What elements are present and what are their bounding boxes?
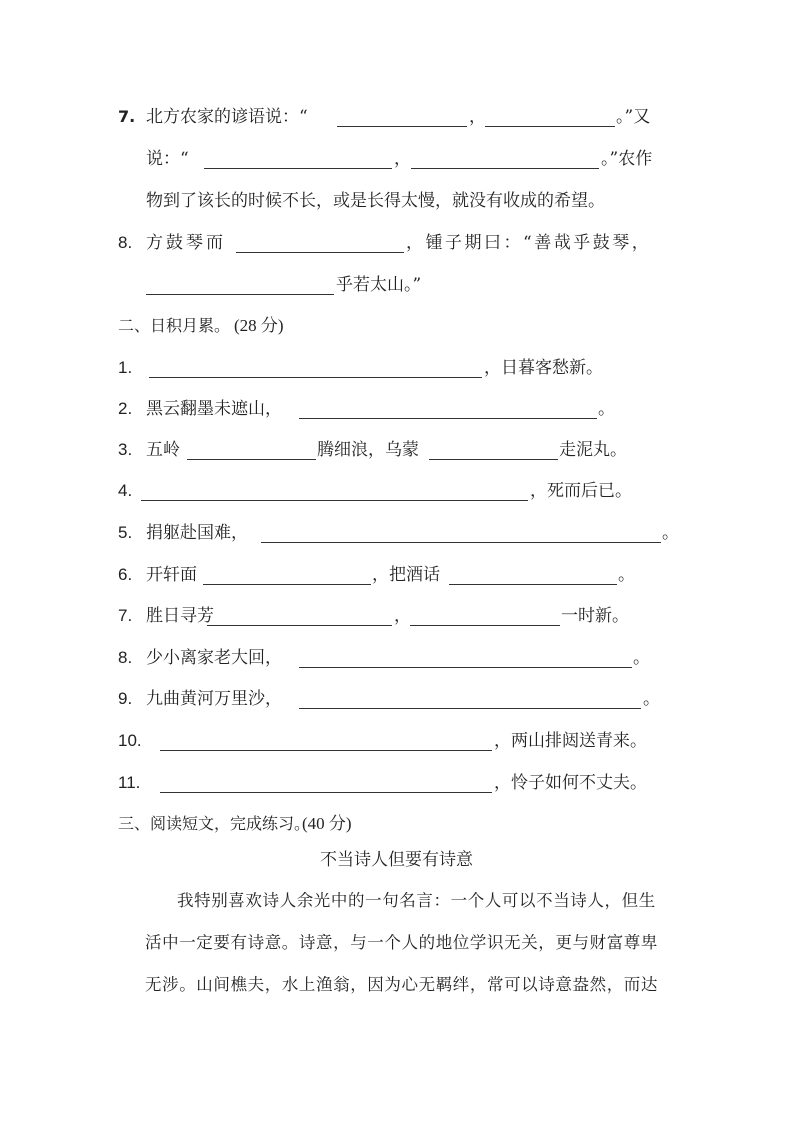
q8-suffix: ，锺子期曰：“善哉乎鼓琴， xyxy=(406,233,652,253)
item-middle: 腾细浪，乌蒙 xyxy=(317,440,419,460)
item-suffix: ，两山排闼送青来。 xyxy=(494,731,647,751)
question-number: 10. xyxy=(118,731,142,750)
q7-line2-suffix: 。”农作 xyxy=(601,149,653,169)
answer-blank[interactable] xyxy=(261,522,661,543)
answer-blank[interactable] xyxy=(160,730,492,751)
answer-blank[interactable] xyxy=(149,357,482,378)
answer-blank[interactable] xyxy=(299,647,632,668)
answer-blank[interactable] xyxy=(299,688,641,709)
item-prefix: 五岭 xyxy=(146,440,180,460)
paragraph-line: 我特别喜欢诗人余光中的一句名言：一个人可以不当诗人，但生 xyxy=(177,891,656,910)
question-number: 3. xyxy=(118,440,133,459)
item-middle: ， xyxy=(394,606,411,626)
answer-blank[interactable] xyxy=(204,148,392,169)
question-number: 4. xyxy=(118,481,133,500)
item-prefix: 少小离家老大回， xyxy=(146,648,282,668)
item-suffix: ，怜子如何不丈夫。 xyxy=(494,773,647,793)
item-suffix: 。 xyxy=(598,399,615,419)
question-number: 8. xyxy=(118,648,133,667)
answer-blank[interactable] xyxy=(485,106,615,127)
answer-blank[interactable] xyxy=(411,148,599,169)
item-suffix: ，死而后已。 xyxy=(530,481,632,501)
answer-blank[interactable] xyxy=(236,232,404,253)
item-suffix: ，日暮客愁新。 xyxy=(484,358,603,378)
item-prefix: 胜日寻芳 xyxy=(146,606,214,626)
item-suffix: 。 xyxy=(643,689,660,709)
question-number: 8. xyxy=(118,233,133,252)
section-2-score: (28 分) xyxy=(234,316,284,335)
q7-line2-prefix: 说：“ xyxy=(146,149,189,169)
answer-blank[interactable] xyxy=(449,564,617,585)
item-middle: ，把酒话 xyxy=(372,565,440,585)
item-suffix: 一时新。 xyxy=(561,606,629,626)
question-number: 9. xyxy=(118,689,133,708)
question-number: 7. xyxy=(118,107,136,126)
item-suffix: 。 xyxy=(618,565,635,585)
answer-blank[interactable] xyxy=(207,605,392,626)
answer-blank[interactable] xyxy=(410,605,560,626)
q7-suffix: 。”又 xyxy=(616,107,651,127)
question-number: 6. xyxy=(118,565,133,584)
q7-line2-comma: ， xyxy=(394,149,411,169)
answer-blank[interactable] xyxy=(337,106,467,127)
question-number: 1. xyxy=(118,358,133,377)
answer-blank[interactable] xyxy=(429,439,558,460)
section-3-title: 三、阅读短文，完成练习。 xyxy=(118,814,311,833)
answer-blank[interactable] xyxy=(187,439,316,460)
paragraph-line: 无涉。山间樵夫，水上渔翁，因为心无羁绊，常可以诗意盎然，而达 xyxy=(145,975,658,994)
answer-blank[interactable] xyxy=(141,480,528,501)
q8-line2-suffix: 乎若太山。” xyxy=(336,275,422,295)
item-prefix: 黑云翻墨未遮山， xyxy=(146,399,282,419)
q8-prefix: 方鼓琴而 xyxy=(146,233,226,253)
item-prefix: 九曲黄河万里沙， xyxy=(146,689,282,709)
answer-blank[interactable] xyxy=(160,772,492,793)
q7-prefix: 北方农家的谚语说：“ xyxy=(146,107,308,127)
answer-blank[interactable] xyxy=(146,274,334,295)
article-title: 不当诗人但要有诗意 xyxy=(320,850,473,870)
answer-blank[interactable] xyxy=(203,564,371,585)
item-suffix: 。 xyxy=(633,648,650,668)
question-number: 2. xyxy=(118,399,133,418)
item-prefix: 捐躯赴国难， xyxy=(146,523,248,543)
question-number: 11. xyxy=(118,773,141,792)
section-2-title: 二、日积月累。 xyxy=(118,316,231,335)
section-3-score: (40 分) xyxy=(302,814,352,833)
q7-line3-text: 物到了该长的时候不长，或是长得太慢，就没有收成的希望。 xyxy=(146,191,605,211)
item-suffix: 走泥丸。 xyxy=(559,440,627,460)
q7-comma: ， xyxy=(469,107,486,127)
answer-blank[interactable] xyxy=(299,398,597,419)
question-number: 7. xyxy=(118,606,133,625)
item-prefix: 开轩面 xyxy=(146,565,197,585)
question-number: 5. xyxy=(118,523,133,542)
item-suffix: 。 xyxy=(662,523,679,543)
paragraph-line: 活中一定要有诗意。诗意，与一个人的地位学识无关，更与财富尊卑 xyxy=(145,933,658,952)
